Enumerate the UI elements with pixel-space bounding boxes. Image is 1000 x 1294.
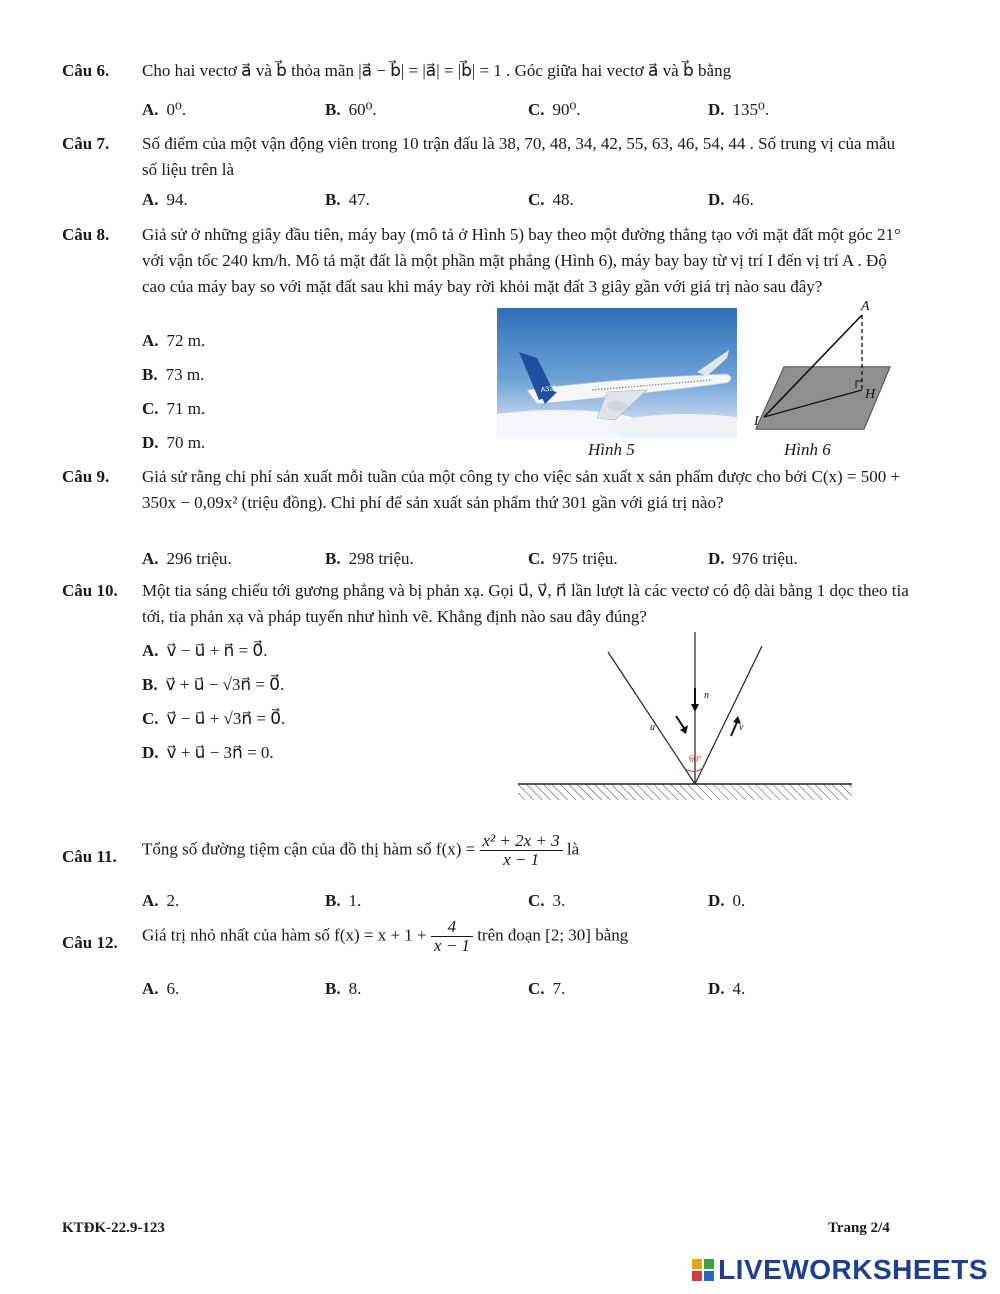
plane-label: A321 [540, 384, 558, 394]
option-c[interactable]: C. 3. [528, 891, 566, 910]
plane-geometry-figure [744, 295, 894, 440]
fraction: $\frac{4}{x - 1}$ [431, 918, 473, 955]
question-10 [62, 578, 912, 630]
question-number: Câu 7. [62, 134, 110, 153]
option-b[interactable]: B. v⃗ + u⃗ − √3n⃗ = 0⃗. [142, 675, 285, 694]
question-text: Giá trị nhỏ nhất của hàm số f(x) = x + 1 + $\frac{4}{x - 1}$ trên đoạn [2; 30] bằng [142, 917, 629, 955]
option-c[interactable]: C. v⃗ − u⃗ + √3n⃗ = 0⃗. [142, 709, 286, 728]
fraction: $\frac{\text{x² + 2x + 3}}{x - 1}$ [480, 832, 563, 869]
reflection-diagram [518, 632, 858, 804]
options-q10 [142, 638, 285, 774]
figure-5-caption: Hình 5 [588, 440, 635, 459]
option-a[interactable]: A. v⃗ − u⃗ + n⃗ = 0⃗. [142, 641, 268, 660]
angle-label: 60° [689, 754, 702, 764]
question-8 [62, 222, 912, 300]
option-a[interactable]: A. 2. [142, 891, 180, 910]
option-d[interactable]: D. 135⁰. [708, 100, 770, 119]
vector-v-label: v⃗ [739, 722, 752, 733]
option-a[interactable]: A. 94. [142, 190, 188, 209]
options-q8 [142, 328, 205, 464]
option-a[interactable]: A. 0⁰. [142, 100, 187, 119]
airplane-photo [497, 308, 737, 438]
option-c[interactable]: C. 975 triệu. [528, 549, 618, 568]
option-b[interactable]: B. 1. [325, 891, 362, 910]
question-text: Một tia sáng chiếu tới gương phẳng và bị phản xạ. Gọi u⃗, v⃗, n⃗ lần lượt là các vectơ có độ dài bằng 1 dọc theo tia tới, tia phản xạ và pháp tuyến như hình vẽ. Khẳng định nào sau đây đúng? [142, 581, 909, 626]
option-d[interactable]: D. 976 triệu. [708, 549, 798, 568]
question-number: Câu 12. [62, 933, 118, 952]
option-d[interactable]: D. 70 m. [142, 433, 206, 452]
option-d[interactable]: D. v⃗ + u⃗ − 3n⃗ = 0. [142, 743, 274, 762]
option-c[interactable]: C. 7. [528, 979, 566, 998]
question-text: Tổng số đường tiệm cận của đồ thị hàm số f(x) = $\frac{\text{x² + 2x + 3}}{x - 1}$ là [142, 831, 580, 869]
option-b[interactable]: B. 60⁰. [325, 100, 377, 119]
option-a[interactable]: A. 72 m. [142, 331, 206, 350]
footer-page: Trang 2/4 [828, 1220, 890, 1236]
question-text: Giả sử rằng chi phí sản xuất mỗi tuần của một công ty cho việc sản xuất x sản phẩm được cho bởi C(x) = 500 + 350x − 0,09x² (triệu đồng). Chi phí để sản xuất sản phẩm thứ 301 gần với giá trị nào? [142, 467, 901, 512]
option-c[interactable]: C. 71 m. [142, 399, 206, 418]
vector-u-label: u⃗ [650, 722, 663, 733]
question-number: Câu 9. [62, 467, 110, 486]
point-i-label: I [754, 414, 759, 429]
question-6 [62, 58, 912, 84]
question-12 [62, 918, 912, 955]
option-d[interactable]: D. 46. [708, 190, 754, 209]
vector-n-label: n⃗ [704, 690, 717, 701]
question-7 [62, 131, 912, 183]
question-text: Cho hai vectơ a⃗ và b⃗ thỏa mãn |a⃗ − b⃗| = |a⃗| = |b⃗| = 1 . Góc giữa hai vectơ a⃗ và b⃗ bằng [142, 61, 732, 80]
question-number: Câu 8. [62, 225, 110, 244]
footer-code: KTĐK-22.9-123 [62, 1220, 165, 1236]
option-b[interactable]: B. 47. [325, 190, 370, 209]
question-text: Giả sử ở những giây đầu tiên, máy bay (mô tả ở Hình 5) bay theo một đường thẳng tạo với mặt đất một góc 21° với vận tốc 240 km/h. Mô tả mặt đất là một phần mặt phẳng (Hình 6), máy bay bay từ vị trí I đến vị trí A . Độ cao của máy bay so với mặt đất sau khi máy bay rời khỏi mặt đất 3 giây gần với giá trị nào sau đây? [142, 225, 901, 296]
option-c[interactable]: C. 90⁰. [528, 100, 581, 119]
option-a[interactable]: A. 296 triệu. [142, 549, 232, 568]
option-a[interactable]: A. 6. [142, 979, 180, 998]
option-b[interactable]: B. 73 m. [142, 365, 205, 384]
option-d[interactable]: D. 0. [708, 891, 746, 910]
question-number: Câu 10. [62, 581, 118, 600]
question-number: Câu 11. [62, 847, 117, 866]
liveworksheets-logo: LIVEWORKSHEETS [692, 1254, 988, 1286]
question-9 [62, 464, 912, 516]
liveworksheets-icon [692, 1259, 714, 1281]
point-a-label: A [861, 299, 870, 314]
option-d[interactable]: D. 4. [708, 979, 746, 998]
question-number: Câu 6. [62, 61, 110, 80]
question-text: Số điểm của một vận động viên trong 10 trận đấu là 38, 70, 48, 34, 42, 55, 63, 46, 54, 44 . Số trung vị của mẫu số liệu trên là [142, 134, 896, 179]
figure-6-caption: Hình 6 [784, 440, 831, 459]
option-c[interactable]: C. 48. [528, 190, 574, 209]
point-h-label: H [865, 387, 876, 402]
option-b[interactable]: B. 8. [325, 979, 362, 998]
option-b[interactable]: B. 298 triệu. [325, 549, 414, 568]
question-11 [62, 832, 912, 869]
